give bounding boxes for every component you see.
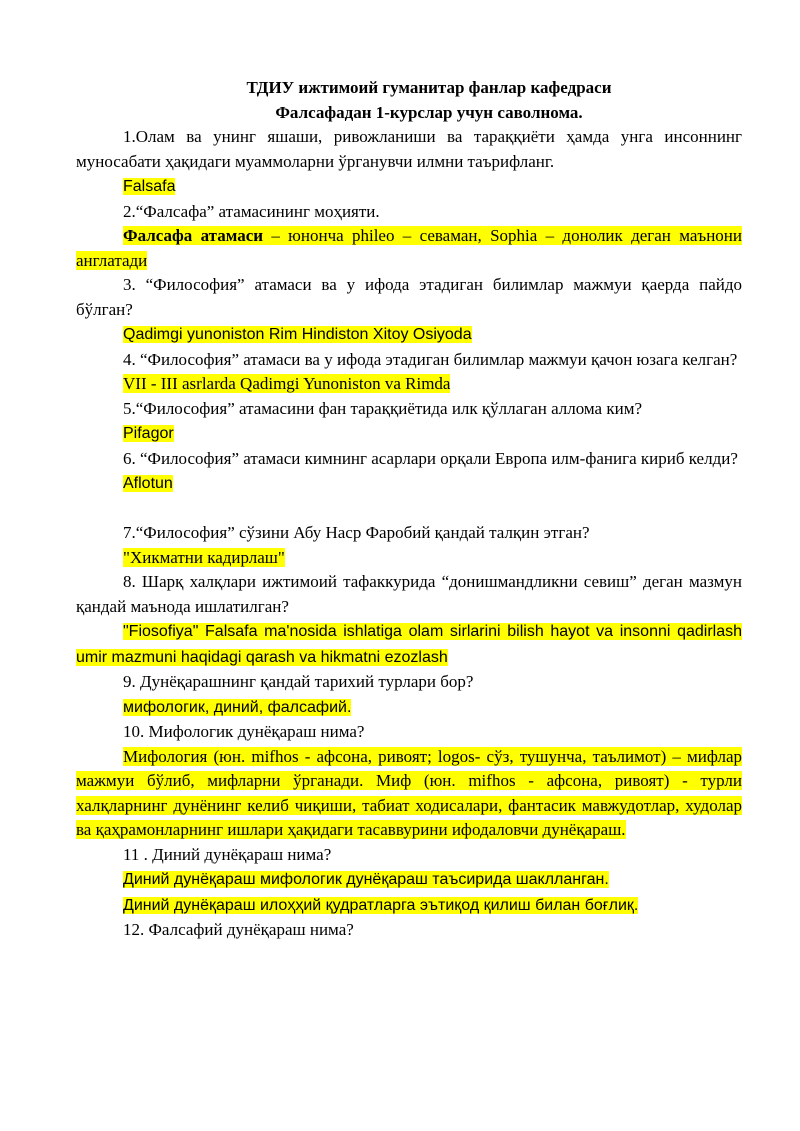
question-7: 7.“Философия” сўзини Абу Наср Фаробий қандай талқин этган? (123, 523, 590, 542)
question-2: 2.“Фалсафа” атамасининг моҳияти. (123, 201, 380, 221)
answer-2-rest: – юнонча phileo – севаман, Sophia – донолик деган маънони англатади (76, 226, 742, 270)
answer-3: Qadimgi yunoniston Rim Hindiston Xitoy Osiyoda (123, 326, 472, 343)
answer-2 (76, 224, 742, 273)
document-body (76, 76, 742, 943)
question-9: 9. Дунёқарашнинг қандай тарихий турлари бор? (123, 672, 474, 691)
blank-line (76, 497, 742, 522)
question-1: 1.Олам ва унинг яшаши, ривожланиши ва тараққиёти ҳамда унга инсоннинг муносабати ҳақидаги муаммоларни ўрганувчи илмни таърифланг. (76, 127, 742, 171)
question-6: 6. “Философия” атамаси кимнинг асарлари орқали Европа илм-фанига кириб келди? (123, 448, 738, 468)
answer-11-line-2: Диний дунёқараш илоҳҳий қудратларга эътиқод қилиш билан боғлиқ. (123, 896, 639, 914)
question-10: 10. Мифологик дунёқараш нима? (123, 722, 365, 741)
answer-2-bold: Фалсафа атамаси (123, 226, 264, 245)
answer-1: Falsafa (123, 178, 176, 195)
question-4: 4. “Философия” атамаси ва у ифода этадиган билимлар мажмуи қачон юзага келган? (123, 349, 738, 369)
question-11: 11 . Диний дунёқараш нима? (123, 844, 332, 864)
question-8: 8. Шарқ халқлари ижтимоий тафаккурида “донишмандликни севиш” деган мазмун қандай маънода ишлатилган? (76, 572, 742, 616)
answer-4: VII - III asrlarda Qadimgi Yunoniston va Rimda (123, 374, 451, 393)
header-line-1: ТДИУ ижтимоий гуманитар фанлар кафедраси (246, 78, 612, 97)
answer-10: Мифология (юн. mifhos - афсона, ривоят; logos- сўз, тушунча, таълимот) – мифлар мажмуи бўлиб, мифларни ўрганади. Миф (юн. mifhos - афсона, ривоят) - турли халқларнинг дунёнинг келиб чиқиши, табиат ходисалари, фантасик мавжудотлар, худолар ва қаҳрамонларнинг ишлари ҳақидаги тасаввурини ифодаловчи дунёқараш. (76, 746, 742, 839)
answer-11-line-1: Диний дунёқараш мифологик дунёқараш таъсирида шаклланган. (123, 871, 609, 888)
question-5: 5.“Философия” атамасини фан тараққиётида илк қўллаган аллома ким? (123, 398, 642, 418)
question-12: 12. Фалсафий дунёқараш нима? (123, 920, 354, 939)
answer-5: Pifagor (123, 425, 174, 442)
answer-8: "Fiosofiya" Falsafa ma'nosida ishlatiga olam sirlarini bilish hayot va insonni qadirlash umir mazmuni haqidagi qarash va hikmatni ezozlash (76, 623, 742, 666)
question-3: 3. “Философия” атамаси ва у ифода этадиган билимлар мажмуи қаерда пайдо бўлган? (76, 275, 742, 319)
answer-7: "Хикматни кадирлаш" (123, 547, 285, 567)
answer-6: Aflotun (123, 475, 173, 492)
answer-9: мифологик, диний, фалсафий. (123, 698, 352, 716)
header-line-2: Фалсафадан 1-курслар учун саволнома. (275, 102, 583, 122)
